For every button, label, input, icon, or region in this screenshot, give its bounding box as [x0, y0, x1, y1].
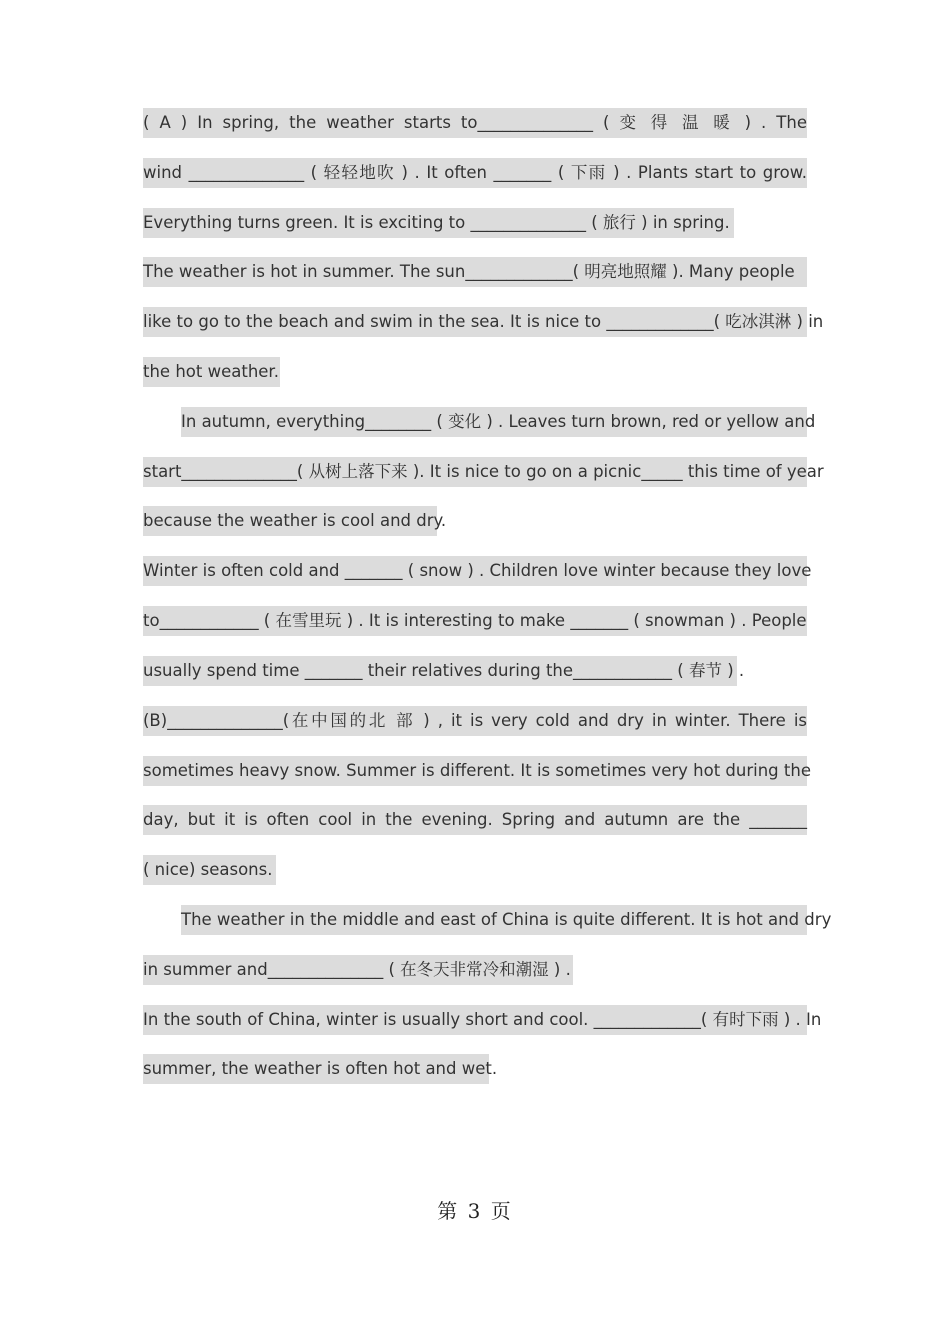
text-line-14: sometimes heavy snow. Summer is different. It is sometimes very hot during the: [143, 756, 807, 786]
text-line-12: usually spend time _______ their relatives during the____________ ( 春节 ) .: [143, 656, 737, 686]
text-line-18: in summer and______________ ( 在冬天非常冷和潮湿 ) .: [143, 955, 573, 985]
text-line-4: The weather is hot in summer. The sun_____________( 明亮地照耀 ). Many people: [143, 257, 807, 287]
text-line-5: like to go to the beach and swim in the sea. It is nice to _____________( 吃冰淇淋 ) in: [143, 307, 807, 337]
text-line-13: (B)______________(在中国的北 部 ) , it is very cold and dry in winter. There is: [143, 706, 807, 736]
text-line-3: Everything turns green. It is exciting to ______________ ( 旅行 ) in spring.: [143, 208, 734, 238]
text-line-10: Winter is often cold and _______ ( snow ) . Children love winter because they love: [143, 556, 807, 586]
text-line-15: day, but it is often cool in the evening. Spring and autumn are the _______: [143, 805, 807, 835]
text-line-9: because the weather is cool and dry.: [143, 506, 437, 536]
text-line-17: The weather in the middle and east of China is quite different. It is hot and dry: [181, 905, 807, 935]
text-line-8: start______________( 从树上落下来 ). It is nice to go on a picnic_____ this time of year: [143, 457, 807, 487]
text-line-20: summer, the weather is often hot and wet.: [143, 1054, 489, 1084]
text-line-7: In autumn, everything________ ( 变化 ) . Leaves turn brown, red or yellow and: [181, 407, 807, 437]
text-line-1: ( A ) In spring, the weather starts to______________ ( 变 得 温 暖 ) . The: [143, 108, 807, 138]
text-line-6: the hot weather.: [143, 357, 280, 387]
text-line-2: wind ______________ ( 轻轻地吹 ) . It often _______ ( 下雨 ) . Plants start to grow.: [143, 158, 807, 188]
text-line-16: ( nice) seasons.: [143, 855, 276, 885]
page-number-footer: 第 3 页: [437, 1199, 513, 1223]
text-line-19: In the south of China, winter is usually short and cool. _____________( 有时下雨 ) . In: [143, 1005, 807, 1035]
text-line-11: to____________ ( 在雪里玩 ) . It is interesting to make _______ ( snowman ) . People: [143, 606, 807, 636]
